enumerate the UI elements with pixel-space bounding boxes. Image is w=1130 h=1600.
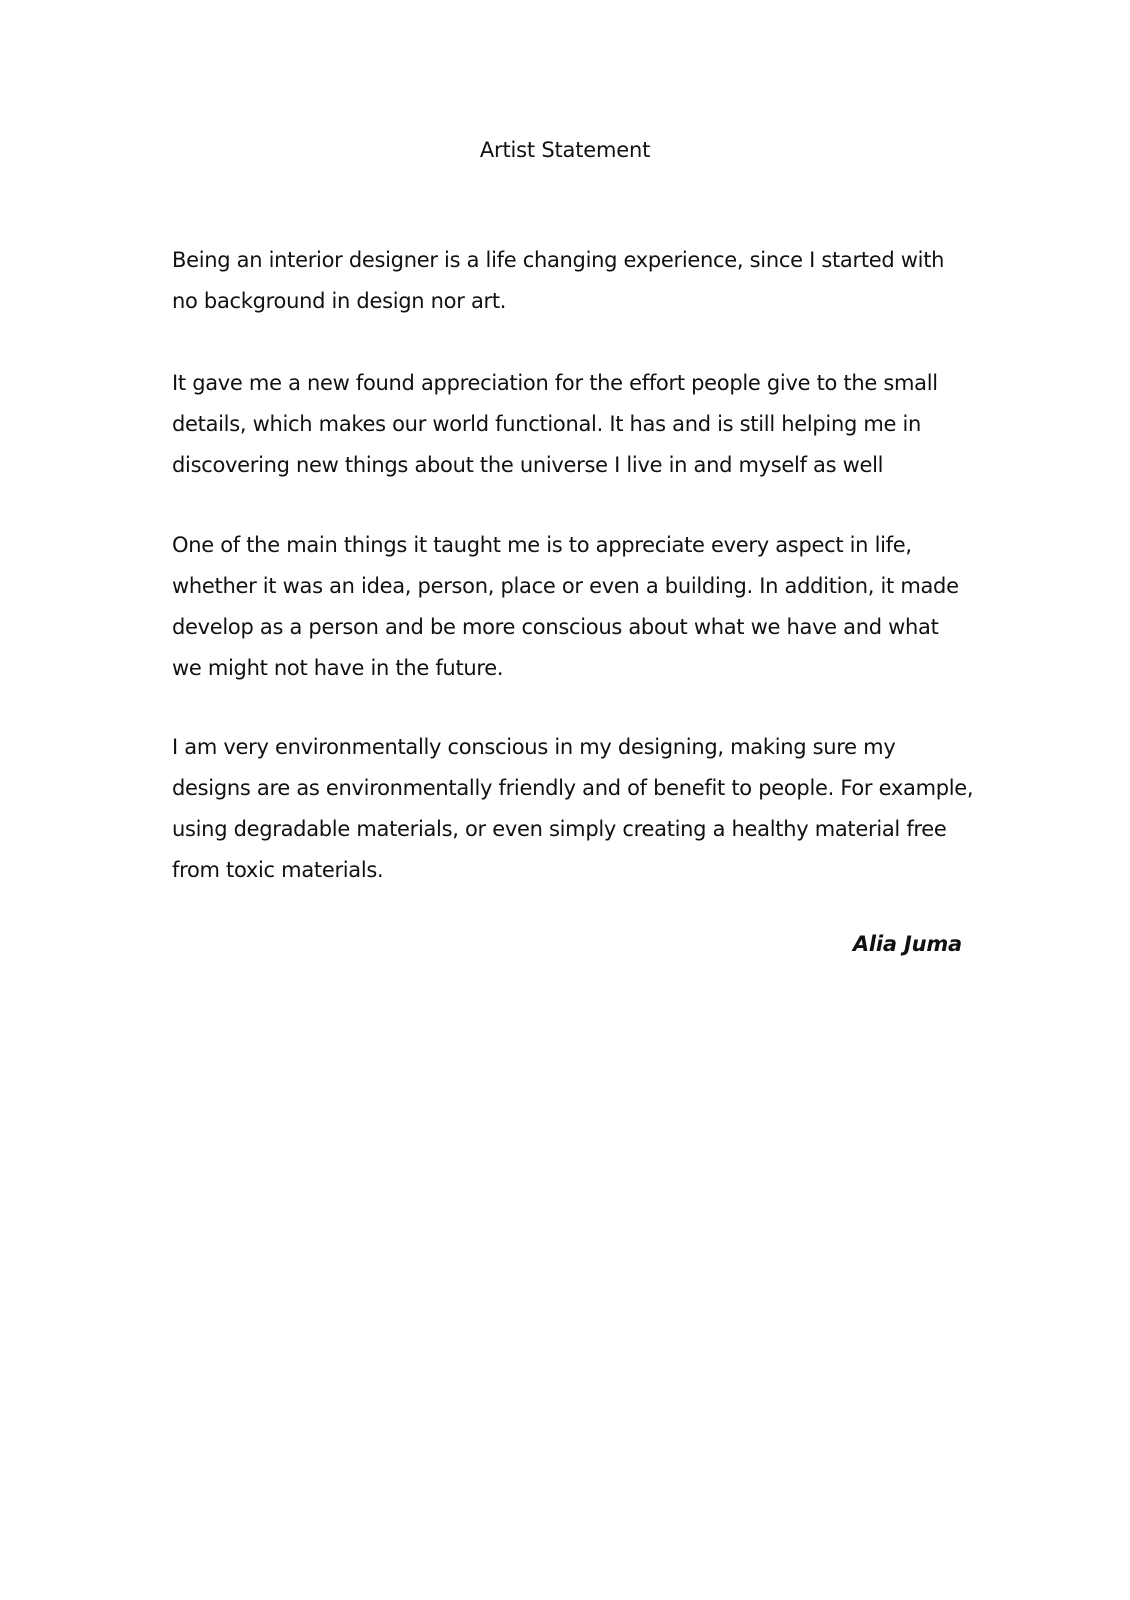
paragraph-line: One of the main things it taught me is to appreciate every aspect in life, [172, 533, 912, 557]
paragraph-line: from toxic materials. [172, 858, 384, 882]
paragraph-line: details, which makes our world functional. It has and is still helping me in [172, 412, 922, 436]
paragraph-4 [172, 727, 972, 891]
paragraph-1 [172, 240, 972, 322]
paragraph-3 [172, 525, 972, 689]
author-signature: Alia Juma [852, 932, 962, 956]
document-title: Artist Statement [479, 138, 651, 162]
paragraph-line: designs are as environmentally friendly and of benefit to people. For example, [172, 776, 974, 800]
paragraph-line: Being an interior designer is a life changing experience, since I started with [172, 248, 945, 272]
paragraph-line: using degradable materials, or even simply creating a healthy material free [172, 817, 947, 841]
paragraph-line: whether it was an idea, person, place or even a building. In addition, it made [172, 574, 959, 598]
paragraph-line: I am very environmentally conscious in my designing, making sure my [172, 735, 896, 759]
paragraph-2 [172, 363, 972, 486]
paragraph-line: develop as a person and be more conscious about what we have and what [172, 615, 939, 639]
paragraph-line: we might not have in the future. [172, 656, 504, 680]
paragraph-line: discovering new things about the universe I live in and myself as well [172, 453, 884, 477]
paragraph-line: It gave me a new found appreciation for the effort people give to the small [172, 371, 938, 395]
paragraph-line: no background in design nor art. [172, 289, 507, 313]
